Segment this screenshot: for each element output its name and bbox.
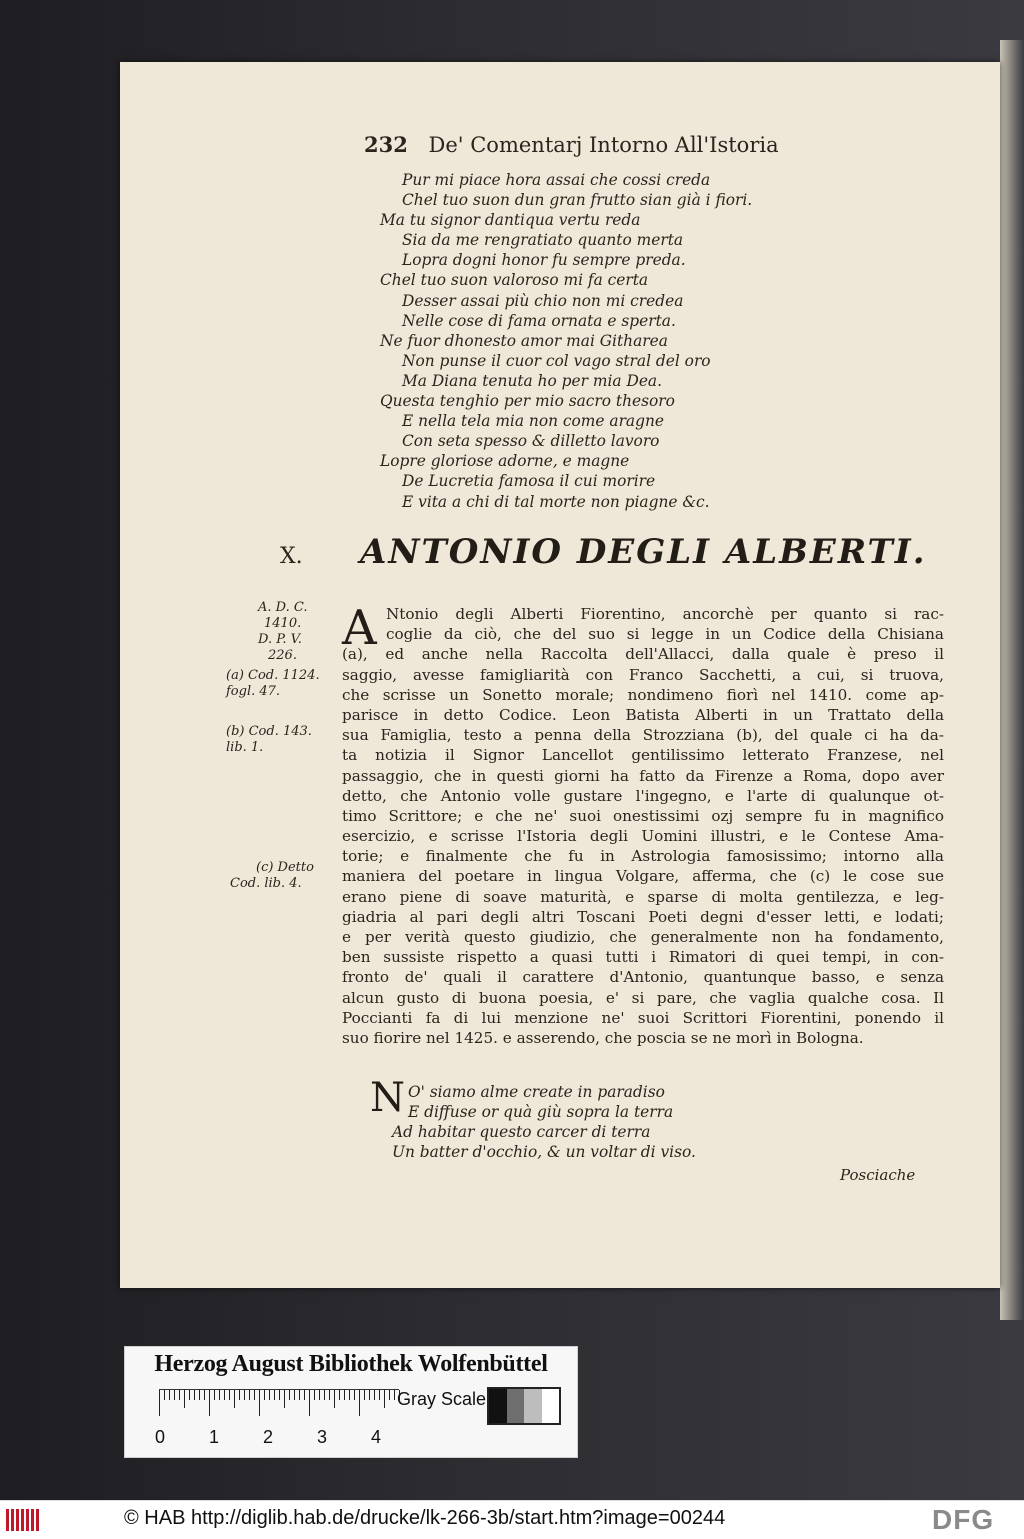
footer bbox=[0, 1500, 1024, 1539]
ruler-tick bbox=[174, 1390, 175, 1400]
prose-line: maniera del poetare in lingua Volgare, afferma, che (c) le cose sue bbox=[342, 867, 944, 886]
poem-top bbox=[380, 170, 880, 512]
ruler-tick bbox=[299, 1390, 300, 1400]
ruler-tick bbox=[364, 1390, 365, 1400]
ruler-tick bbox=[224, 1390, 225, 1400]
ruler-tick bbox=[314, 1390, 315, 1400]
verse-line: Sia da me rengratiato quanto merta bbox=[402, 231, 684, 250]
margin-note: (a) Cod. 1124. bbox=[226, 668, 320, 683]
ruler-number: 1 bbox=[209, 1427, 220, 1447]
ruler-tick bbox=[254, 1390, 255, 1400]
sonnet-line: O' siamo alme create in paradiso bbox=[408, 1083, 665, 1101]
prose-body bbox=[342, 600, 944, 1048]
verse-line: Lopre gloriose adorne, e magne bbox=[380, 452, 630, 471]
running-header bbox=[364, 132, 834, 162]
margin-note: (b) Cod. 143. bbox=[226, 724, 312, 739]
ruler-tick bbox=[249, 1390, 250, 1400]
verse-line: Ne fuor dhonesto amor mai Githarea bbox=[380, 331, 668, 350]
verse-line: De Lucretia famosa il cui morire bbox=[402, 472, 656, 491]
verse-line: Non punse il cuor col vago stral del oro bbox=[402, 351, 711, 370]
prose-line: ben sussiste rispetto a quasi tutti i Rimatori di quei tempi, in con- bbox=[342, 948, 944, 967]
ruler-tick bbox=[344, 1390, 345, 1400]
prose-line: passaggio, che in questi giorni ha fatto da Firenze a Roma, dopo aver bbox=[342, 766, 944, 785]
ruler-tick bbox=[389, 1390, 390, 1400]
sonnet bbox=[392, 1082, 872, 1162]
prose-line: Poccianti fa di lui menzione ne' suoi Scrittori Fiorentini, ponendo il bbox=[342, 1008, 944, 1027]
sonnet-line: Ad habitar questo carcer di terra bbox=[392, 1123, 651, 1142]
verse-line: Nelle cose di fama ornata e sperta. bbox=[402, 311, 676, 330]
gray-swatch bbox=[489, 1389, 507, 1423]
page-number: 232 bbox=[364, 132, 408, 157]
prose-line: suo fiorire nel 1425. e asserendo, che poscia se ne morì in Bologna. bbox=[342, 1028, 864, 1047]
poem-drop-cap: N bbox=[370, 1075, 405, 1121]
ruler-tick bbox=[269, 1390, 270, 1400]
ruler-tick bbox=[274, 1390, 275, 1400]
ruler-tick bbox=[199, 1390, 200, 1400]
ruler-tick bbox=[209, 1390, 210, 1416]
ruler-tick bbox=[179, 1390, 180, 1400]
ruler-tick bbox=[309, 1390, 310, 1416]
prose-line: giadria al pari degli altri Toscani Poeti degni d'esser letti, e lodati; bbox=[342, 907, 944, 926]
ruler-tick bbox=[369, 1390, 370, 1400]
margin-note: lib. 1. bbox=[226, 740, 264, 755]
ruler-tick bbox=[234, 1390, 235, 1408]
ruler-tick bbox=[354, 1390, 355, 1400]
verse-line: Questa tenghio per mio sacro thesoro bbox=[380, 392, 675, 411]
verse-line: Ma Diana tenuta ho per mia Dea. bbox=[402, 371, 662, 390]
prose-line: torie; e finalmente che fu in Astrologia famosissimo; intorno alla bbox=[342, 847, 944, 866]
ruler-tick bbox=[159, 1390, 160, 1416]
ruler-tick bbox=[394, 1390, 395, 1400]
verse-line: E nella tela mia non come aragne bbox=[402, 412, 664, 431]
gray-swatch bbox=[542, 1389, 560, 1423]
prose-line: e per verità questo giudizio, che generalmente non ha fondamento, bbox=[342, 928, 944, 946]
drop-cap: A bbox=[342, 600, 377, 656]
dfg-logo: DFG bbox=[932, 1504, 995, 1535]
prose-line: (a), ed anche nella Raccolta dell'Allacci, dalla quale è preso il bbox=[342, 645, 944, 664]
verse-line: Chel tuo suon dun gran frutto sian già i fiori. bbox=[402, 191, 753, 210]
prose-line: Ntonio degli Alberti Fiorentino, ancorchè per quanto si rac- bbox=[386, 605, 944, 623]
color-bar bbox=[124, 1346, 578, 1458]
gray-scale-swatches bbox=[487, 1387, 561, 1425]
ruler-tick bbox=[169, 1390, 170, 1400]
prose-line: ta notizia il Signor Lancellot gentilissimo letterato Franzese, nel bbox=[342, 746, 944, 765]
ruler-tick bbox=[279, 1390, 280, 1400]
section-title: ANTONIO DEGLI ALBERTI. bbox=[360, 532, 927, 572]
sonnet-line: Un batter d'occhio, & un voltar di viso. bbox=[392, 1143, 696, 1162]
margin-note: fogl. 47. bbox=[226, 684, 281, 699]
ruler-tick bbox=[379, 1390, 380, 1400]
catchword: Posciache bbox=[840, 1166, 916, 1184]
ruler-number: 4 bbox=[371, 1427, 382, 1447]
gray-scale-label: Gray Scale bbox=[397, 1389, 487, 1409]
prose-line: sua Famiglia, testo a penna della Strozziana (b), del quale ci ha da- bbox=[342, 726, 944, 745]
verse-line: Chel tuo suon valoroso mi fa certa bbox=[380, 271, 649, 290]
prose-line: erano piene di soave maturità, e sparse di molta gentilezza, e leg- bbox=[342, 887, 944, 906]
ruler-tick bbox=[164, 1390, 165, 1400]
ruler-tick bbox=[219, 1390, 220, 1400]
prose-line: coglie da ciò, che del suo si legge in un Codice della Chisiana bbox=[386, 625, 944, 644]
section-number: X. bbox=[280, 544, 303, 569]
margin-note: 226. bbox=[268, 648, 297, 663]
footer-url[interactable]: © HAB http://diglib.hab.de/drucke/lk-266-3b/start.htm?image=00244 bbox=[124, 1507, 726, 1529]
prose-line: detto, che Antonio volle gustare l'ingegno, e l'arte di qualunque ot- bbox=[342, 786, 944, 805]
hab-logo-icon bbox=[6, 1509, 39, 1531]
ruler-tick bbox=[359, 1390, 360, 1416]
prose-line: che scrisse un Sonetto morale; nondimeno fiorì nel 1410. come ap- bbox=[342, 685, 944, 704]
ruler-tick bbox=[339, 1390, 340, 1400]
prose-line: parisce in detto Codice. Leon Batista Alberti in un Trattato della bbox=[342, 705, 944, 724]
sonnet-line: E diffuse or quà giù sopra la terra bbox=[408, 1103, 674, 1122]
ruler-tick bbox=[259, 1390, 260, 1416]
scale-ruler bbox=[159, 1389, 399, 1416]
verse-line: Con seta spesso & dilletto lavoro bbox=[402, 432, 660, 451]
ruler-number: 2 bbox=[263, 1427, 274, 1447]
ruler-tick bbox=[319, 1390, 320, 1400]
prose-line: alcun gusto di buona poesia, e' si pare, che vaglia qualche cosa. Il bbox=[342, 988, 944, 1007]
ruler-tick bbox=[189, 1390, 190, 1400]
ruler-tick bbox=[384, 1390, 385, 1408]
ruler-tick bbox=[204, 1390, 205, 1400]
ruler-tick bbox=[374, 1390, 375, 1400]
ruler-tick bbox=[239, 1390, 240, 1400]
ruler-number: 3 bbox=[317, 1427, 328, 1447]
ruler-tick bbox=[194, 1390, 195, 1400]
verse-line: Pur mi piace hora assai che cossi creda bbox=[402, 171, 711, 189]
ruler-tick bbox=[284, 1390, 285, 1408]
ruler-tick bbox=[349, 1390, 350, 1400]
page-edge bbox=[1000, 40, 1024, 1320]
ruler-tick bbox=[334, 1390, 335, 1408]
ruler-tick bbox=[329, 1390, 330, 1400]
verse-line: Ma tu signor dantiqua vertu reda bbox=[380, 211, 641, 230]
ruler-tick bbox=[184, 1390, 185, 1408]
ruler-tick bbox=[304, 1390, 305, 1400]
ruler-tick bbox=[294, 1390, 295, 1400]
margin-note: 1410. bbox=[264, 616, 302, 631]
prose-line: timo Scrittore; e che ne' suoi onestissimi ozj sempre fu in magnifico bbox=[342, 806, 944, 825]
ruler-tick bbox=[264, 1390, 265, 1400]
gray-swatch bbox=[524, 1389, 542, 1423]
ruler-tick bbox=[324, 1390, 325, 1400]
ruler-tick bbox=[229, 1390, 230, 1400]
margin-note: (c) Detto bbox=[256, 860, 314, 875]
margin-note: A. D. C. bbox=[258, 600, 308, 615]
verse-line: Lopra dogni honor fu sempre preda. bbox=[402, 251, 686, 270]
prose-line: saggio, avesse famigliarità con Franco Sacchetti, a cui, si truova, bbox=[342, 665, 944, 684]
colorbar-title: Herzog August Bibliothek Wolfenbüttel bbox=[154, 1351, 548, 1377]
ruler-tick bbox=[289, 1390, 290, 1400]
ruler-tick bbox=[214, 1390, 215, 1400]
prose-line: fronto de' quali il carattere d'Antonio, quantunque basso, e senza bbox=[342, 968, 944, 987]
running-title: De' Comentarj Intorno All'Istoria bbox=[428, 133, 779, 157]
margin-note: D. P. V. bbox=[258, 632, 302, 647]
verse-line: Desser assai più chio non mi credea bbox=[402, 291, 684, 310]
ruler-tick bbox=[244, 1390, 245, 1400]
ruler-number: 0 bbox=[155, 1427, 166, 1447]
prose-line: esercizio, e scrisse l'Istoria degli Uomini illustri, e le Contese Ama- bbox=[342, 827, 944, 846]
margin-note: Cod. lib. 4. bbox=[230, 876, 302, 891]
verse-line: E vita a chi di tal morte non piagne &c. bbox=[402, 492, 710, 511]
gray-swatch bbox=[507, 1389, 525, 1423]
